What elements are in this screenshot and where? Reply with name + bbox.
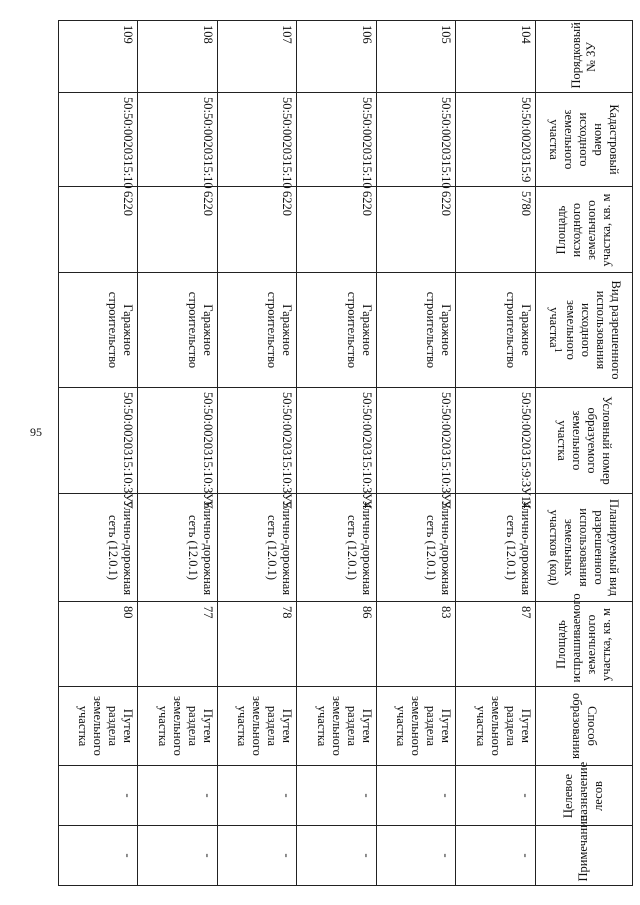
cell-use-src: Гаражное строительство: [59, 273, 139, 388]
cell-forest: -: [59, 766, 139, 826]
cell-area-new: 78: [218, 602, 298, 687]
cell-num: 109: [59, 21, 139, 93]
cell-num: 106: [297, 21, 377, 93]
cell-area-new: 80: [59, 602, 139, 687]
header-area-src: Площадь исходного земельного участка, кв. м: [536, 187, 633, 273]
cell-use-src: Гаражное строительство: [297, 273, 377, 388]
cell-forest: -: [377, 766, 457, 826]
cell-cond: 50:50:0020315:10:ЗУ6: [138, 388, 218, 494]
table-row: [59, 21, 139, 886]
cell-cond: 50:50:0020315:10:ЗУ5: [218, 388, 298, 494]
cell-note: -: [59, 826, 139, 886]
cell-note: -: [377, 826, 457, 886]
cell-cad: 50:50:0020315:9: [456, 93, 536, 187]
cell-use-src: Гаражное строительство: [138, 273, 218, 388]
header-cond: Условный номер образуемого земельного участка: [536, 388, 633, 494]
cell-use-src: Гаражное строительство: [377, 273, 457, 388]
cell-use-plan: Улично-дорожная сеть (12.0.1): [138, 494, 218, 602]
cell-cad: 50:50:0020315:10: [218, 93, 298, 187]
cell-area-src: 6220: [377, 187, 457, 273]
header-num: Порядковый № ЗУ: [536, 21, 633, 93]
cell-use-plan: Улично-дорожная сеть (12.0.1): [456, 494, 536, 602]
cell-cond: 50:50:0020315:9:ЗУ14: [456, 388, 536, 494]
cell-use-plan: Улично-дорожная сеть (12.0.1): [377, 494, 457, 602]
header-forest: Целевое назначение лесов: [536, 766, 633, 826]
header-use-src-text: Вид разрешенного использования исходного земельного участка: [546, 280, 623, 380]
header-use-plan: Планируемый вид разрешенного использования земельных участков (код): [536, 494, 633, 602]
cell-cond: 50:50:0020315:10:ЗУ7: [59, 388, 139, 494]
cell-method: Путем раздела земельного участка: [297, 687, 377, 766]
cell-note: -: [456, 826, 536, 886]
cell-num: 108: [138, 21, 218, 93]
cell-forest: -: [138, 766, 218, 826]
cell-area-src: 6220: [138, 187, 218, 273]
cell-area-new: 87: [456, 602, 536, 687]
table-row: [456, 21, 536, 886]
cell-area-src: 5780: [456, 187, 536, 273]
cell-note: -: [138, 826, 218, 886]
cell-area-src: 6220: [59, 187, 139, 273]
cell-area-new: 83: [377, 602, 457, 687]
cell-area-new: 86: [297, 602, 377, 687]
cell-cond: 50:50:0020315:10:ЗУ3: [377, 388, 457, 494]
cell-use-plan: Улично-дорожная сеть (12.0.1): [297, 494, 377, 602]
cell-method: Путем раздела земельного участка: [59, 687, 139, 766]
table-row: [138, 21, 218, 886]
table-row: [377, 21, 457, 886]
header-use-src: [536, 273, 633, 388]
cell-note: -: [297, 826, 377, 886]
page-number: 95: [30, 425, 42, 439]
cell-num: 107: [218, 21, 298, 93]
cell-method: Путем раздела земельного участка: [138, 687, 218, 766]
cell-cad: 50:50:0020315:10: [59, 93, 139, 187]
cell-forest: -: [218, 766, 298, 826]
rotated-page: [58, 20, 633, 885]
header-area-new: Площадь испрашиваемого земельного участка, кв. м: [536, 602, 633, 687]
cell-use-plan: Улично-дорожная сеть (12.0.1): [218, 494, 298, 602]
cell-method: Путем раздела земельного участка: [456, 687, 536, 766]
footnote-marker: 1: [551, 347, 563, 353]
table-row: [297, 21, 377, 886]
cell-cad: 50:50:0020315:10: [138, 93, 218, 187]
header-cad: Кадастровый номер исходного земельного участка: [536, 93, 633, 187]
cell-use-plan: Улично-дорожная сеть (12.0.1): [59, 494, 139, 602]
land-plots-table: [58, 20, 633, 886]
cell-area-src: 6220: [297, 187, 377, 273]
cell-forest: -: [297, 766, 377, 826]
table-row: [218, 21, 298, 886]
land-plot-sheet: [58, 20, 633, 885]
cell-num: 105: [377, 21, 457, 93]
cell-method: Путем раздела земельного участка: [218, 687, 298, 766]
table-header-row: [536, 21, 633, 886]
cell-use-src: Гаражное строительство: [456, 273, 536, 388]
cell-cad: 50:50:0020315:10: [297, 93, 377, 187]
cell-area-new: 77: [138, 602, 218, 687]
cell-area-src: 6220: [218, 187, 298, 273]
header-note: Примечание: [536, 826, 633, 886]
cell-cond: 50:50:0020315:10:ЗУ4: [297, 388, 377, 494]
cell-cad: 50:50:0020315:10: [377, 93, 457, 187]
header-method: Способ образования: [536, 687, 633, 766]
cell-num: 104: [456, 21, 536, 93]
cell-note: -: [218, 826, 298, 886]
cell-method: Путем раздела земельного участка: [377, 687, 457, 766]
cell-use-src: Гаражное строительство: [218, 273, 298, 388]
cell-forest: -: [456, 766, 536, 826]
